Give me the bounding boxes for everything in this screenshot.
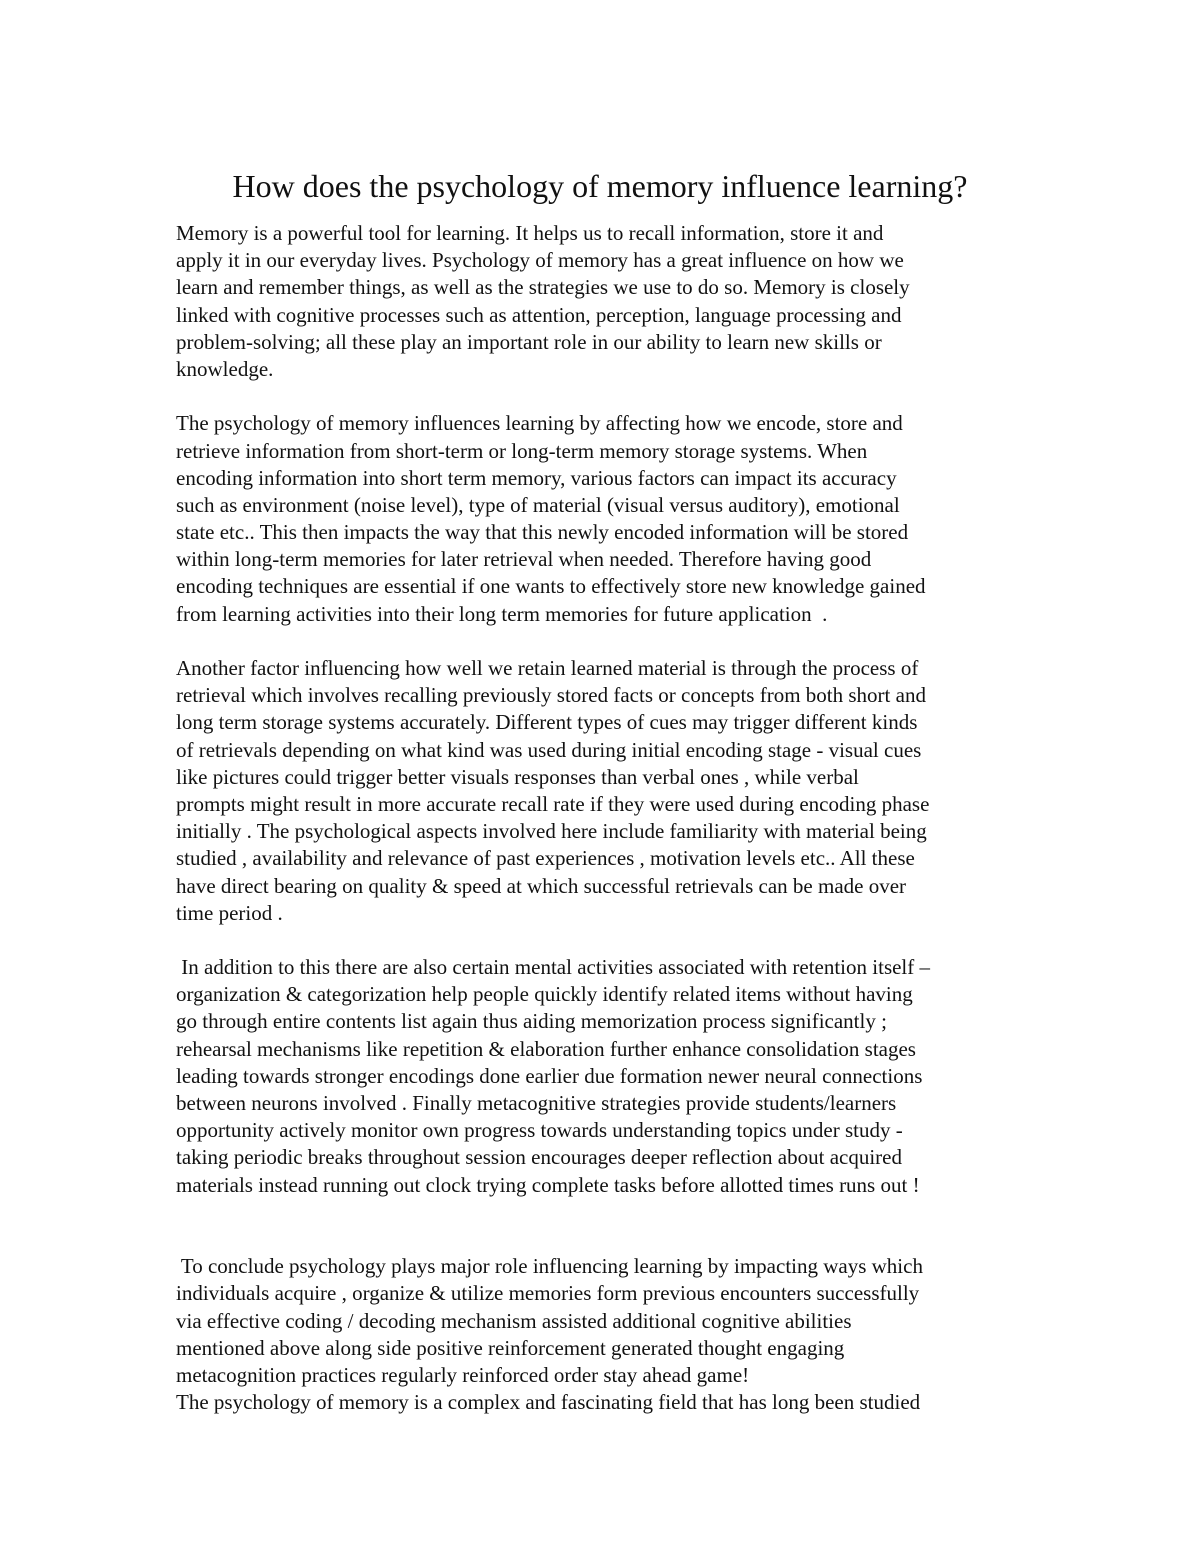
text-line: go through entire contents list again thus aiding memorization process significantly ; [176,1009,887,1034]
text-line: In addition to this there are also certain mental activities associated with retention itself – [176,955,931,980]
text-line: encoding techniques are essential if one wants to effectively store new knowledge gained [176,574,926,599]
paragraph-retention [176,954,1076,1199]
paragraph-retrieval [176,655,1076,927]
text-line: apply it in our everyday lives. Psychology of memory has a great influence on how we [176,248,904,273]
paragraph-spacer [176,1199,1076,1253]
text-line: prompts might result in more accurate recall rate if they were used during encoding phase [176,791,930,816]
text-line: leading towards stronger encodings done earlier due formation newer neural connections [176,1063,923,1088]
text-line: initially . The psychological aspects involved here include familiarity with material being [176,819,927,844]
text-line: studied , availability and relevance of past experiences , motivation levels etc.. All these [176,846,915,871]
text-line: knowledge. [176,356,274,381]
text-line: from learning activities into their long term memories for future application . [176,601,828,626]
text-line: problem-solving; all these play an important role in our ability to learn new skills or [176,329,882,354]
text-line: organization & categorization help people quickly identify related items without having [176,982,913,1007]
text-line: like pictures could trigger better visuals responses than verbal ones , while verbal [176,764,859,789]
text-line: via effective coding / decoding mechanism assisted additional cognitive abilities [176,1308,852,1333]
text-line: The psychology of memory is a complex and fascinating field that has long been studied [176,1390,921,1415]
text-line: metacognition practices regularly reinforced order stay ahead game! [176,1362,750,1387]
paragraph-intro [176,220,1076,383]
document-body [176,220,1076,1416]
text-line: To conclude psychology plays major role influencing learning by impacting ways which [176,1254,923,1279]
text-line: retrieve information from short-term or long-term memory storage systems. When [176,438,868,463]
text-line: retrieval which involves recalling previously stored facts or concepts from both short and [176,683,926,708]
text-line: of retrievals depending on what kind was used during initial encoding stage - visual cues [176,737,922,762]
text-line: between neurons involved . Finally metacognitive strategies provide students/learners [176,1091,897,1115]
text-line: state etc.. This then impacts the way that this newly encoded information will be stored [176,520,909,545]
text-line: taking periodic breaks throughout session encourages deeper reflection about acquired [176,1145,902,1170]
text-line: such as environment (noise level), type of material (visual versus auditory), emotional [176,492,900,517]
text-line: mentioned above along side positive reinforcement generated thought engaging [176,1335,845,1360]
paragraph-spacer [176,383,1076,410]
text-line: long term storage systems accurately. Different types of cues may trigger different kinds [176,710,918,735]
document-title: How does the psychology of memory influence learning? [232,168,968,204]
text-line: within long-term memories for later retrieval when needed. Therefore having good [176,547,872,572]
text-line: learn and remember things, as well as the strategies we use to do so. Memory is closely [176,275,910,300]
paragraph-spacer [176,927,1076,954]
text-line: time period . [176,900,283,925]
text-line: The psychology of memory influences learning by affecting how we encode, store and [176,411,903,436]
text-line: opportunity actively monitor own progress towards understanding topics under study - [176,1118,903,1143]
paragraph-conclusion [176,1253,1076,1416]
paragraph-spacer [176,628,1076,655]
text-line: rehearsal mechanisms like repetition & elaboration further enhance consolidation stages [176,1036,916,1061]
text-line: encoding information into short term memory, various factors can impact its accuracy [176,465,897,490]
text-line: individuals acquire , organize & utilize memories form previous encounters successfully [176,1281,920,1306]
text-line: have direct bearing on quality & speed at which successful retrievals can be made over [176,873,907,898]
text-line: materials instead running out clock trying complete tasks before allotted times runs out ! [176,1172,920,1197]
text-line: Memory is a powerful tool for learning. It helps us to recall information, store it and [176,221,884,245]
paragraph-encoding [176,410,1076,628]
text-line: linked with cognitive processes such as attention, perception, language processing and [176,302,902,327]
text-line: Another factor influencing how well we retain learned material is through the process of [176,656,919,680]
